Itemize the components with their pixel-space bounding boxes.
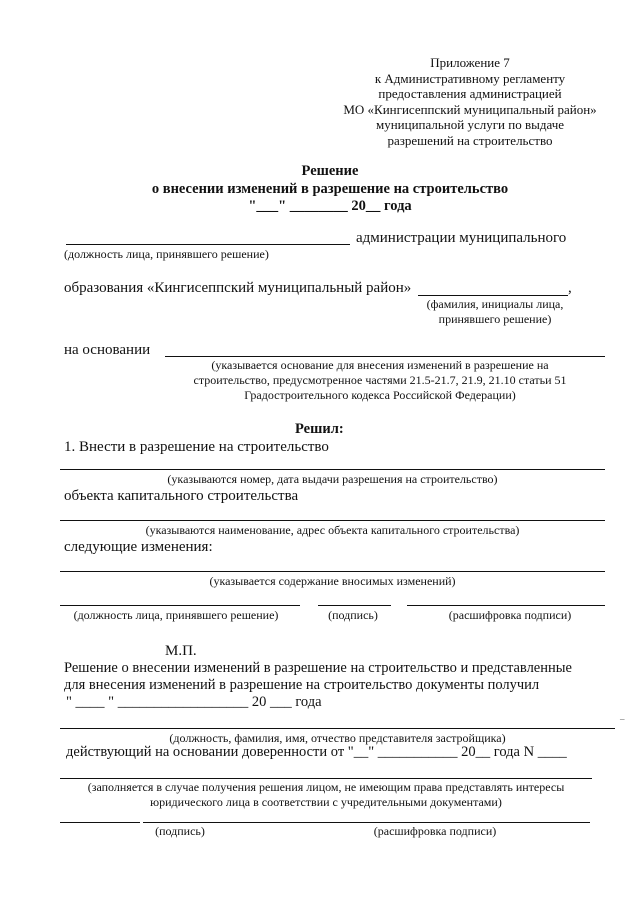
header-line: муниципальной услуги по выдаче	[375, 117, 565, 132]
object-line	[60, 520, 605, 521]
edge-mark: –	[620, 714, 625, 724]
basis-line	[165, 356, 605, 357]
title-line-1: Решение	[301, 163, 359, 179]
decision-heading: Решил:	[295, 421, 344, 437]
basis-note-line-3: Градостроительного кодекса Российской Федерации)	[244, 388, 516, 402]
basis-label: на основании	[64, 342, 151, 358]
signature-line	[318, 605, 391, 606]
name-note-line-1: (фамилия, инициалы лица,	[426, 297, 564, 311]
position-signature-line	[60, 605, 300, 606]
appendix-header	[330, 55, 610, 148]
signature-note: (подпись)	[328, 608, 378, 622]
header-line: предоставления администрацией	[378, 86, 562, 101]
changes-line	[60, 571, 605, 572]
name-note-line-2: принявшего решение)	[438, 312, 552, 326]
proxy-line: действующий на основании доверенности от "__" ___________ 20__ года N ____	[66, 744, 567, 760]
official-name-note	[400, 297, 590, 327]
decision-item-1: 1. Внести в разрешение на строительство	[64, 439, 329, 455]
receipt-line-2: для внесения изменений в разрешение на строительство документы получил	[64, 677, 540, 693]
comma: ,	[568, 280, 572, 296]
object-label: объекта капитального строительства	[64, 488, 299, 504]
proxy-note-line-1: (заполняется в случае получения решения лицом, не имеющим права представлять интересы	[87, 780, 565, 794]
position-signature-note: (должность лица, принявшего решение)	[73, 608, 279, 622]
decoding-line	[407, 605, 605, 606]
basis-note	[150, 358, 610, 403]
basis-note-line-2: строительство, предусмотренное частями 21.5-21.7, 21.9, 21.10 статьи 51	[193, 373, 567, 387]
proxy-note-line-2: юридического лица в соответствии с учредительными документами)	[150, 795, 502, 809]
formation-text: образования «Кингисеппский муниципальный район»	[64, 280, 412, 296]
header-line: к Административному регламенту	[374, 70, 566, 86]
official-position-line	[66, 244, 350, 245]
document-title	[100, 163, 560, 216]
title-line-2: о внесении изменений в разрешение на строительство	[151, 180, 509, 197]
changes-label: следующие изменения:	[64, 539, 213, 555]
permit-line	[60, 469, 605, 470]
basis-note-line-1: (указывается основание для внесения изменений в разрешение на	[211, 358, 549, 372]
recipient-line	[60, 728, 615, 729]
header-line: Приложение 7	[430, 55, 510, 70]
final-signature-line	[60, 822, 140, 823]
admin-text: администрации муниципального	[356, 230, 567, 246]
recipient-note: (должность, фамилия, имя, отчество представителя застройщика)	[169, 731, 506, 745]
decoding-note: (расшифровка подписи)	[448, 608, 572, 622]
stamp-place: М.П.	[165, 643, 197, 659]
receipt-line-1: Решение о внесении изменений в разрешение на строительство и представленные	[64, 660, 572, 676]
final-signature-note: (подпись)	[155, 824, 205, 838]
title-date: "___" ________ 20__ года	[248, 198, 412, 214]
permit-note: (указываются номер, дата выдачи разрешения на строительство)	[167, 472, 498, 486]
official-position-note: (должность лица, принявшего решение)	[64, 247, 269, 261]
header-line: разрешений на строительство	[387, 132, 553, 148]
receipt-date-line: " ____ " __________________ 20 ___ года	[66, 694, 322, 710]
final-decoding-line	[143, 822, 590, 823]
object-note: (указываются наименование, адрес объекта капитального строительства)	[145, 523, 520, 537]
proxy-note	[60, 780, 592, 810]
final-decoding-note: (расшифровка подписи)	[373, 824, 497, 838]
official-name-line	[418, 295, 568, 296]
header-line: МО «Кингисеппский муниципальный район»	[343, 101, 597, 117]
changes-note: (указывается содержание вносимых изменений)	[209, 574, 456, 588]
proxy-blank-line	[60, 778, 592, 779]
